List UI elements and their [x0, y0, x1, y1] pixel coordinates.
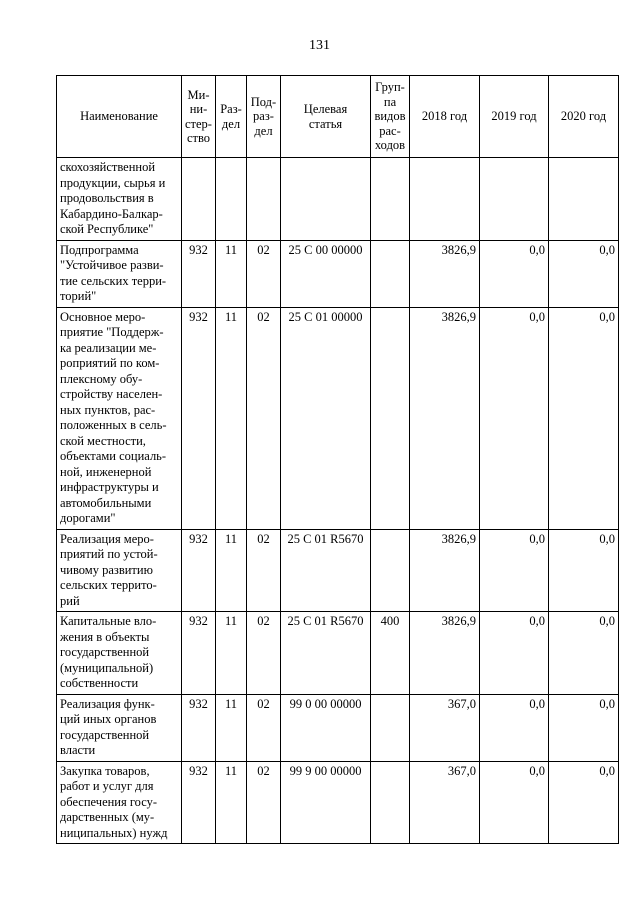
- row-2020: 0,0: [549, 240, 619, 307]
- table-row: [57, 694, 619, 761]
- table-row: [57, 307, 619, 529]
- budget-table: [56, 75, 619, 844]
- row-2018: 367,0: [410, 694, 480, 761]
- row-2019: 0,0: [480, 529, 549, 612]
- row-ministry: [182, 158, 216, 241]
- row-2020: 0,0: [549, 694, 619, 761]
- row-group: [371, 761, 410, 844]
- row-ministry: 932: [182, 612, 216, 695]
- row-target: [281, 158, 371, 241]
- header-ministry: Ми- ни- стер- ство: [182, 76, 216, 158]
- header-row: [57, 76, 619, 158]
- row-2018: 3826,9: [410, 307, 480, 529]
- row-2018: [410, 158, 480, 241]
- row-subsection: 02: [247, 529, 281, 612]
- header-expense-group: Груп- па видов рас- ходов: [371, 76, 410, 158]
- table-row: [57, 529, 619, 612]
- row-target: 25 С 01 R5670: [281, 529, 371, 612]
- row-2019: 0,0: [480, 612, 549, 695]
- row-target: 25 С 00 00000: [281, 240, 371, 307]
- row-ministry: 932: [182, 761, 216, 844]
- row-section: 11: [216, 529, 247, 612]
- row-target: 25 С 01 00000: [281, 307, 371, 529]
- header-name: Наименование: [57, 76, 182, 158]
- row-section: 11: [216, 694, 247, 761]
- table-row: [57, 240, 619, 307]
- row-2018: 3826,9: [410, 240, 480, 307]
- row-ministry: 932: [182, 694, 216, 761]
- row-2019: 0,0: [480, 240, 549, 307]
- row-ministry: 932: [182, 240, 216, 307]
- row-2018: 367,0: [410, 761, 480, 844]
- header-2020: 2020 год: [549, 76, 619, 158]
- row-subsection: [247, 158, 281, 241]
- row-2019: [480, 158, 549, 241]
- row-name: Реализация функ- ций иных органов государственной власти: [57, 694, 182, 761]
- row-section: 11: [216, 761, 247, 844]
- row-target: 99 0 00 00000: [281, 694, 371, 761]
- row-name: скохозяйственной продукции, сырья и продовольствия в Кабардино-Балкар- ской Республике": [57, 158, 182, 241]
- row-name: Подпрограмма "Устойчивое разви- тие сельских терри- торий": [57, 240, 182, 307]
- row-subsection: 02: [247, 761, 281, 844]
- row-section: 11: [216, 240, 247, 307]
- row-name: Закупка товаров, работ и услуг для обеспечения госу- дарственных (му- ниципальных) нужд: [57, 761, 182, 844]
- header-target: Целевая статья: [281, 76, 371, 158]
- row-2020: 0,0: [549, 529, 619, 612]
- table-row: [57, 612, 619, 695]
- row-section: 11: [216, 307, 247, 529]
- header-2018: 2018 год: [410, 76, 480, 158]
- row-2018: 3826,9: [410, 612, 480, 695]
- row-target: 25 С 01 R5670: [281, 612, 371, 695]
- row-2020: 0,0: [549, 307, 619, 529]
- row-section: 11: [216, 612, 247, 695]
- row-name: Капитальные вло- жения в объекты государственной (муниципальной) собственности: [57, 612, 182, 695]
- row-2019: 0,0: [480, 307, 549, 529]
- table-row: [57, 761, 619, 844]
- row-2018: 3826,9: [410, 529, 480, 612]
- header-subsection: Под- раз- дел: [247, 76, 281, 158]
- row-2019: 0,0: [480, 694, 549, 761]
- row-group: [371, 694, 410, 761]
- row-ministry: 932: [182, 529, 216, 612]
- row-section: [216, 158, 247, 241]
- row-ministry: 932: [182, 307, 216, 529]
- row-group: [371, 307, 410, 529]
- row-2019: 0,0: [480, 761, 549, 844]
- row-group: [371, 158, 410, 241]
- header-2019: 2019 год: [480, 76, 549, 158]
- row-2020: [549, 158, 619, 241]
- table-row: [57, 158, 619, 241]
- row-2020: 0,0: [549, 612, 619, 695]
- row-subsection: 02: [247, 240, 281, 307]
- row-group: [371, 240, 410, 307]
- row-2020: 0,0: [549, 761, 619, 844]
- row-group: 400: [371, 612, 410, 695]
- row-target: 99 9 00 00000: [281, 761, 371, 844]
- row-subsection: 02: [247, 612, 281, 695]
- row-subsection: 02: [247, 307, 281, 529]
- row-name: Реализация меро- приятий по устой- чивому развитию сельских террито- рий: [57, 529, 182, 612]
- row-group: [371, 529, 410, 612]
- row-subsection: 02: [247, 694, 281, 761]
- row-name: Основное меро- приятие "Поддерж- ка реализации ме- роприятий по ком- плексному обу- стройству населен- ных пунктов, рас- положенных в сель- ской местности, объектами социаль- ной, инженерной инфраструктуры и автомобильными дорогами": [57, 307, 182, 529]
- header-section: Раз- дел: [216, 76, 247, 158]
- page-number: 131: [309, 38, 330, 53]
